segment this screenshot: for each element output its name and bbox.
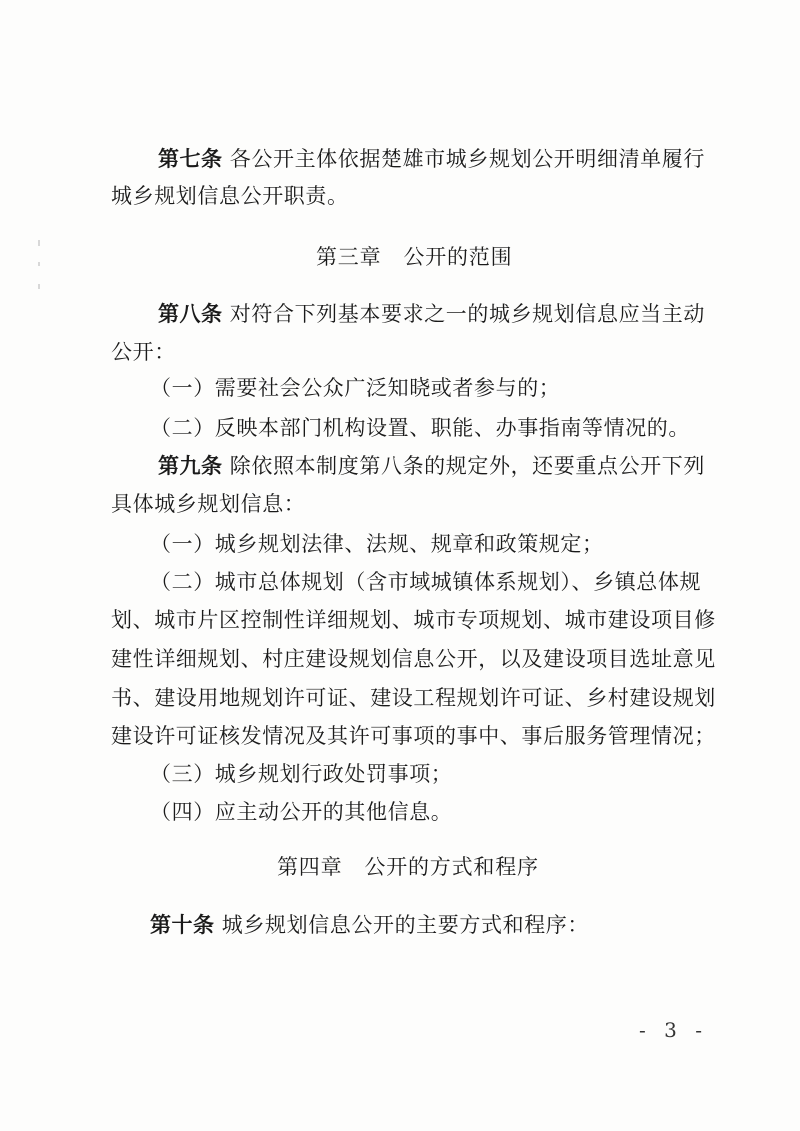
article9-text-line2: 具体城乡规划信息： <box>111 492 306 516</box>
article10-line1 <box>150 911 589 939</box>
article9-item4: （四）应主动公开的其他信息。 <box>150 800 453 824</box>
article9-item2-line2: 划、城市片区控制性详细规划、城市专项规划、城市建设项目修 <box>111 608 716 632</box>
article9-label: 第九条 <box>158 454 223 478</box>
article8-text-line2: 公开： <box>111 340 176 364</box>
page-number: - 3 - <box>639 1018 708 1042</box>
article9-text-line1: 除依照本制度第八条的规定外，还要重点公开下列 <box>229 454 705 478</box>
article7-label: 第七条 <box>158 147 223 171</box>
chapter4-title: 公开的方式和程序 <box>364 855 539 879</box>
scan-mark <box>38 262 40 266</box>
article10-label: 第十条 <box>150 913 215 937</box>
article7-text-line2: 城乡规划信息公开职责。 <box>111 184 349 208</box>
article8-text-line1: 对符合下列基本要求之一的城乡规划信息应当主动 <box>229 302 705 326</box>
article8-label: 第八条 <box>158 302 223 326</box>
article7-text-line1: 各公开主体依据楚雄市城乡规划公开明细清单履行 <box>229 147 705 171</box>
article10-text-line1: 城乡规划信息公开的主要方式和程序： <box>221 913 589 937</box>
article9-item2-line3: 建性详细规划、村庄建设规划信息公开，以及建设项目选址意见 <box>111 647 716 671</box>
scan-mark <box>38 284 40 289</box>
chapter4-heading <box>277 853 539 881</box>
article8-item1: （一）需要社会公众广泛知晓或者参与的； <box>150 376 561 400</box>
article9-item2-line1: （二）城市总体规划（含市域城镇体系规划）、乡镇总体规 <box>150 570 702 594</box>
chapter3-number: 第三章 <box>316 245 382 269</box>
article8-item2: （二）反映本部门机构设置、职能、办事指南等情况的。 <box>150 416 690 440</box>
chapter4-number: 第四章 <box>277 855 343 879</box>
article8-line1 <box>158 300 705 328</box>
article9-item3: （三）城乡规划行政处罚事项； <box>150 762 453 786</box>
article9-item2-line5: 建设许可证核发情况及其许可事项的事中、事后服务管理情况； <box>111 724 716 748</box>
chapter3-heading <box>316 243 512 271</box>
article9-line1 <box>158 452 705 480</box>
scan-mark <box>38 240 40 246</box>
chapter3-title: 公开的范围 <box>403 245 513 269</box>
article7-line1 <box>158 145 705 173</box>
article9-item2-line4: 书、建设用地规划许可证、建设工程规划许可证、乡村建设规划 <box>111 686 716 710</box>
article9-item1: （一）城乡规划法律、法规、规章和政策规定； <box>150 532 604 556</box>
